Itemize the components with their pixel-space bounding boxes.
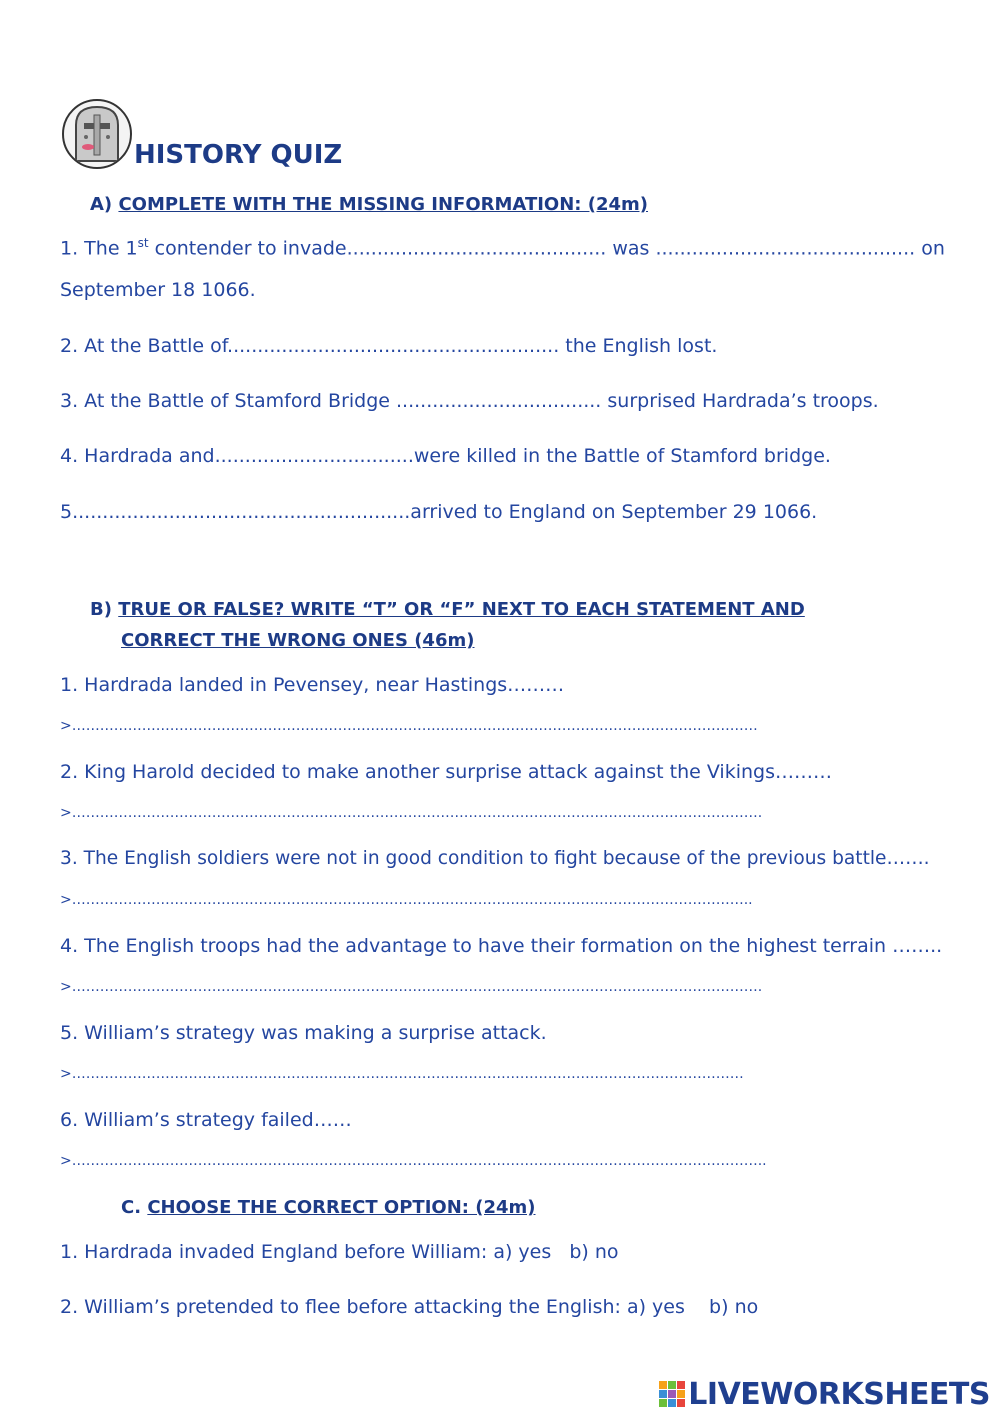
question-a2: 2. At the Battle of....................................................... the English lost. [60,335,718,357]
tf-answer-line[interactable]: >…………………………………………………………………………………………………………………………………. [60,805,763,821]
section-b-label: B) [90,599,112,620]
question-a1 [60,236,945,259]
tf-statement: 6. William’s strategy failed…… [60,1109,352,1131]
liveworksheets-brand [659,1376,990,1412]
question-a1-continued: September 18 1066. [60,279,256,301]
section-b-heading [90,599,805,620]
question-a5: 5........................................................arrived to England on September 29 1066. [60,501,818,523]
tf-statement: 3. The English soldiers were not in good condition to fight because of the previous battle……. [60,848,930,869]
section-a-title: COMPLETE WITH THE MISSING INFORMATION: (24m) [118,194,649,215]
tf-answer-line[interactable]: >……………………………………………………………………………………………………………………………….. [60,892,753,908]
question-a4: 4. Hardrada and.................................were killed in the Battle of Stamford bridge. [60,445,831,467]
section-b-title-line2: CORRECT THE WRONG ONES (46m) [121,630,475,651]
question-a1-sup: st [137,236,149,250]
tf-answer-line[interactable]: >………………………………………………………………………………………………………………………………….. [60,1153,767,1169]
tf-statement: 1. Hardrada landed in Pevensey, near Hastings……… [60,674,565,696]
tf-answer-line[interactable]: >……………………………………………………………………………………………………………………………… [60,1066,744,1082]
tf-answer-line[interactable]: >…………………………………………………………………………………………………………………………………. [60,979,763,995]
section-b-heading-line2 [121,630,474,651]
section-b-title-line1: TRUE OR FALSE? WRITE “T” OR “F” NEXT TO EACH STATEMENT AND [118,599,805,620]
liveworksheets-logo-icon [659,1381,685,1407]
question-a1-post: contender to invade........................................... was ........................................... on [148,237,945,260]
knight-helmet-icon [62,99,132,169]
question-c2: 2. William’s pretended to flee before attacking the English: a) yes b) no [60,1296,759,1318]
question-a1-pre: 1. The 1 [60,237,138,260]
section-a-heading [90,194,648,215]
tf-statement: 5. William’s strategy was making a surprise attack. [60,1022,547,1044]
page-title: HISTORY QUIZ [134,140,343,170]
tf-statement: 4. The English troops had the advantage to have their formation on the highest terrain …….. [60,935,943,957]
tf-statement: 2. King Harold decided to make another surprise attack against the Vikings……… [60,761,832,783]
section-c-title: CHOOSE THE CORRECT OPTION: (24m) [147,1197,536,1218]
section-c-label: C. [121,1197,142,1218]
section-c-heading [121,1197,536,1218]
brand-text: LIVEWORKSHEETS [688,1376,990,1412]
section-a-label: A) [90,194,113,215]
question-c1: 1. Hardrada invaded England before William: a) yes b) no [60,1241,619,1263]
tf-answer-line[interactable]: >………………………………………………………………………………………………………………………………… [60,718,758,734]
question-a3: 3. At the Battle of Stamford Bridge .................................. surprised Hardrada’s troops. [60,390,879,412]
